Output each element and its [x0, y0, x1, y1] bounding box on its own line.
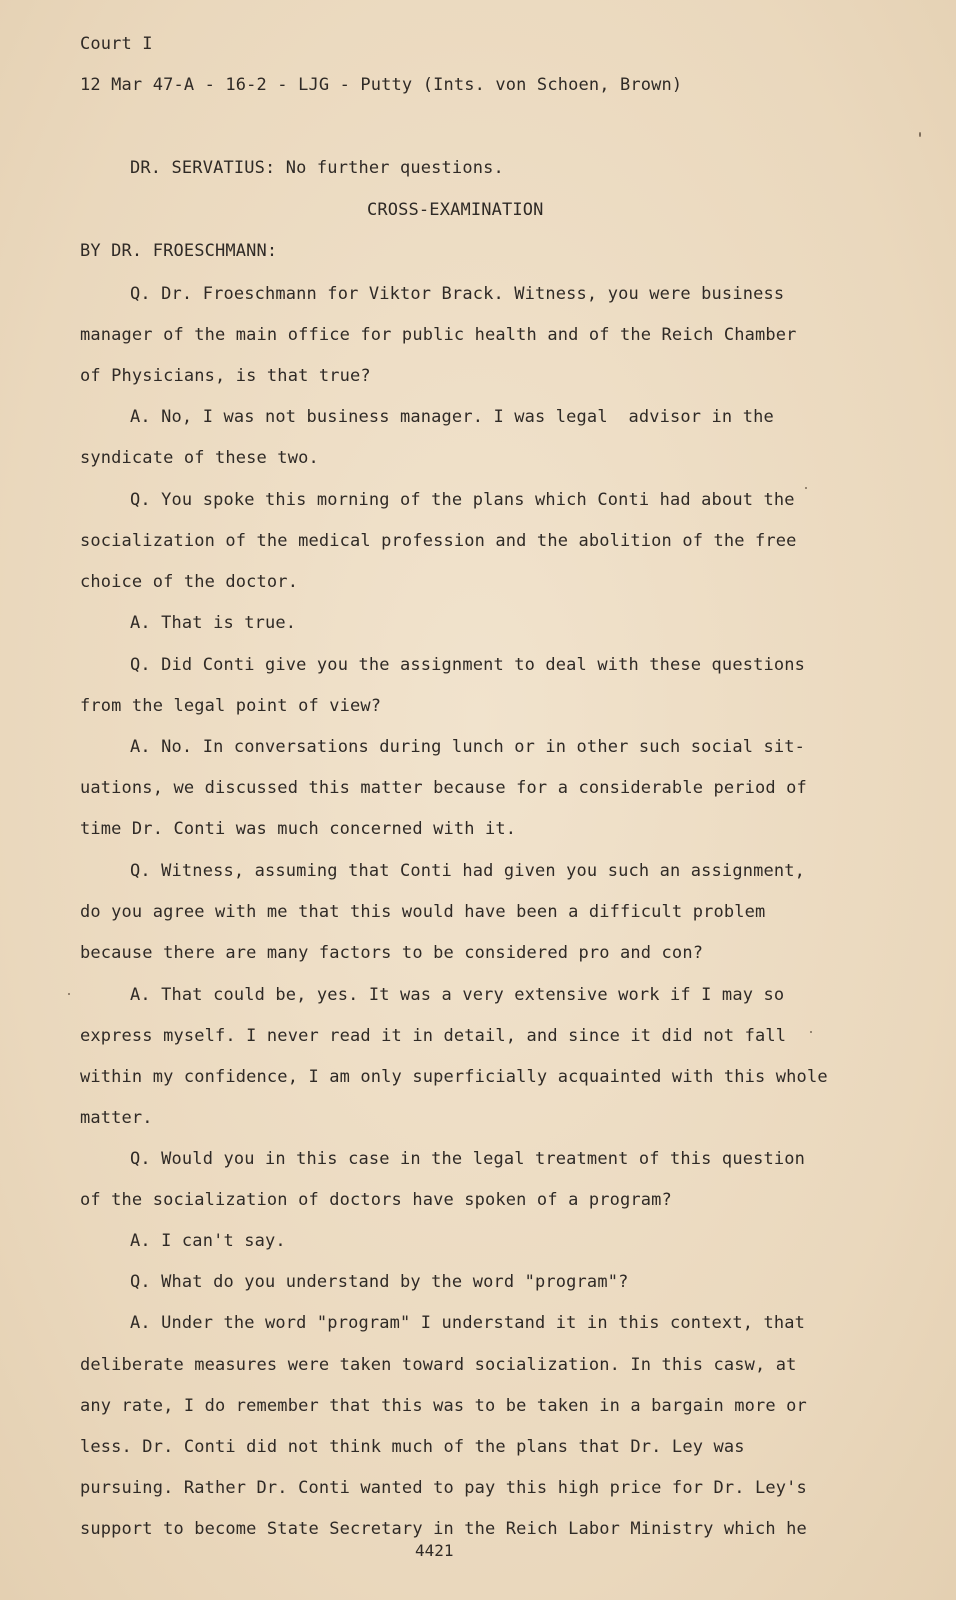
transcript-line: support to become State Secretary in the Reich Labor Ministry which he: [80, 1519, 807, 1539]
transcript-line: A. I can't say.: [130, 1231, 286, 1251]
transcript-line: A. Under the word "program" I understand it in this context, that: [130, 1313, 806, 1333]
transcript-line: A. No, I was not business manager. I was legal advisor in the: [130, 407, 774, 427]
transcript-line: Q. Did Conti give you the assignment to deal with these questions: [130, 655, 806, 675]
transcript-line: DR. SERVATIUS: No further questions.: [130, 158, 504, 178]
court-label: Court I: [80, 34, 153, 54]
transcript-line: less. Dr. Conti did not think much of the plans that Dr. Ley was: [80, 1437, 745, 1457]
section-heading: CROSS-EXAMINATION: [367, 200, 544, 220]
paper-speck: [68, 993, 70, 995]
transcript-line: A. That is true.: [130, 613, 297, 633]
transcript-line: Q. What do you understand by the word "program"?: [130, 1272, 629, 1292]
examiner-line: BY DR. FROESCHMANN:: [80, 241, 278, 261]
transcript-line: A. That could be, yes. It was a very extensive work if I may so: [130, 985, 785, 1005]
transcript-line: matter.: [80, 1108, 153, 1128]
transcript-line: deliberate measures were taken toward socialization. In this casw, at: [80, 1355, 797, 1375]
transcript-line: Q. Witness, assuming that Conti had given you such an assignment,: [130, 861, 806, 881]
transcript-line: because there are many factors to be considered pro and con?: [80, 943, 704, 963]
transcript-line: of the socialization of doctors have spoken of a program?: [80, 1190, 672, 1210]
transcript-line: pursuing. Rather Dr. Conti wanted to pay this high price for Dr. Ley's: [80, 1478, 807, 1498]
paper-speck: [810, 1031, 812, 1033]
paper-speck: [805, 487, 807, 489]
transcript-line: Q. You spoke this morning of the plans which Conti had about the: [130, 490, 795, 510]
transcript-line: time Dr. Conti was much concerned with it.: [80, 819, 517, 839]
transcript-line: do you agree with me that this would have been a difficult problem: [80, 902, 766, 922]
transcript-line: Q. Would you in this case in the legal treatment of this question: [130, 1149, 806, 1169]
transcript-line: of Physicians, is that true?: [80, 366, 371, 386]
transcript-line: any rate, I do remember that this was to be taken in a bargain more or: [80, 1396, 807, 1416]
transcript-line: A. No. In conversations during lunch or in other such social sit-: [130, 737, 806, 757]
transcript-line: syndicate of these two.: [80, 448, 319, 468]
transcript-line: from the legal point of view?: [80, 696, 382, 716]
page-number: 4421: [415, 1541, 454, 1560]
transcript-line: socialization of the medical profession and the abolition of the free: [80, 531, 797, 551]
transcript-line: within my confidence, I am only superficially acquainted with this whole: [80, 1067, 828, 1087]
session-line: 12 Mar 47-A - 16-2 - LJG - Putty (Ints. von Schoen, Brown): [80, 75, 683, 95]
transcript-line: choice of the doctor.: [80, 572, 299, 592]
transcript-line: manager of the main office for public health and of the Reich Chamber: [80, 325, 797, 345]
transcript-line: express myself. I never read it in detail, and since it did not fall: [80, 1026, 787, 1046]
transcript-line: uations, we discussed this matter because for a considerable period of: [80, 778, 807, 798]
transcript-line: Q. Dr. Froeschmann for Viktor Brack. Witness, you were business: [130, 284, 785, 304]
paper-speck: [919, 132, 921, 137]
